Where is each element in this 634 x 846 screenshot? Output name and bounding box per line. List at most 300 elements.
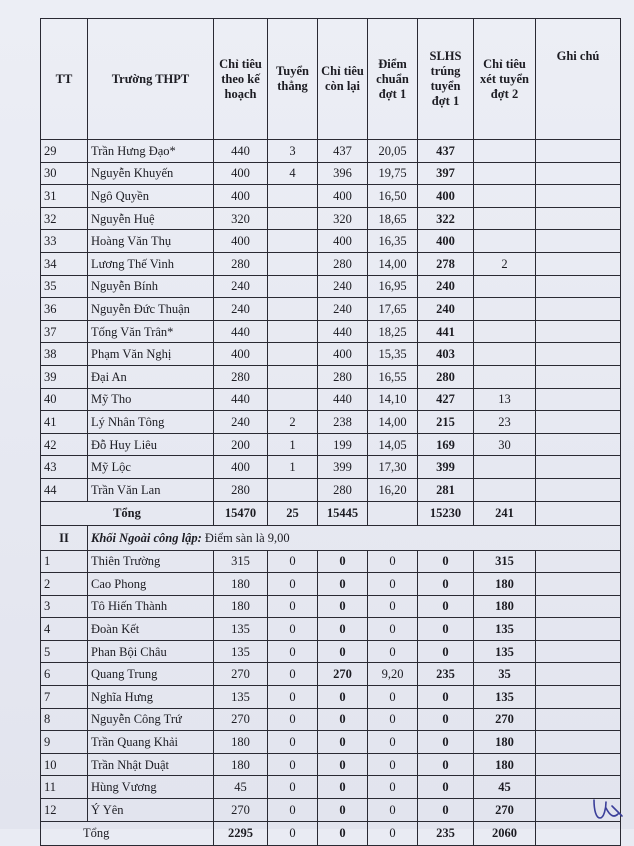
table-row: [41, 550, 621, 573]
remaining-quota-cell: 240: [318, 275, 368, 298]
row-number-cell: 35: [41, 275, 88, 298]
direct-admission-cell: [268, 185, 318, 208]
table-row: [41, 343, 621, 366]
note-cell: [536, 595, 621, 618]
plan-quota-cell: 400: [214, 456, 268, 479]
round2-quota-cell: 180: [474, 731, 536, 754]
row-number-cell: 3: [41, 595, 88, 618]
school-name-cell: Đoàn Kết: [88, 618, 214, 641]
admitted-count-cell: 281: [418, 478, 474, 501]
private-total-body: [41, 821, 621, 845]
plan-quota-cell: 180: [214, 731, 268, 754]
public-total-row: [41, 501, 621, 525]
row-number-cell: 33: [41, 230, 88, 253]
public-schools-body: [41, 140, 621, 502]
section-2-note: Điểm sàn là 9,00: [204, 530, 290, 545]
row-number-cell: 40: [41, 388, 88, 411]
row-number-cell: 31: [41, 185, 88, 208]
round2-quota-cell: 270: [474, 708, 536, 731]
note-cell: [536, 162, 621, 185]
admission-table: [40, 18, 621, 846]
school-name-cell: Nguyễn Đức Thuận: [88, 298, 214, 321]
table-row: [41, 708, 621, 731]
table-row: [41, 388, 621, 411]
row-number-cell: 6: [41, 663, 88, 686]
note-cell: [536, 640, 621, 663]
remaining-quota-cell: 0: [318, 573, 368, 596]
cutoff-score-cell: 20,05: [368, 140, 418, 163]
round2-quota-cell: 135: [474, 618, 536, 641]
round2-quota-cell: 135: [474, 640, 536, 663]
cutoff-score-cell: 0: [368, 776, 418, 799]
admitted-count-cell: 437: [418, 140, 474, 163]
row-number-cell: 39: [41, 365, 88, 388]
private-total-note: [536, 821, 621, 845]
row-number-cell: 4: [41, 618, 88, 641]
table-row: [41, 252, 621, 275]
section-2-row: [41, 525, 621, 550]
header-school: Trường THPT: [88, 19, 214, 140]
plan-quota-cell: 280: [214, 478, 268, 501]
direct-admission-cell: 0: [268, 618, 318, 641]
round2-quota-cell: [474, 275, 536, 298]
public-total-admitted: 15230: [418, 501, 474, 525]
remaining-quota-cell: 280: [318, 365, 368, 388]
note-cell: [536, 388, 621, 411]
remaining-quota-cell: 399: [318, 456, 368, 479]
direct-admission-cell: 1: [268, 456, 318, 479]
remaining-quota-cell: 396: [318, 162, 368, 185]
plan-quota-cell: 240: [214, 275, 268, 298]
round2-quota-cell: 35: [474, 663, 536, 686]
private-total-label: Tổng: [41, 821, 214, 845]
admitted-count-cell: 0: [418, 640, 474, 663]
row-number-cell: 38: [41, 343, 88, 366]
direct-admission-cell: [268, 275, 318, 298]
row-number-cell: 42: [41, 433, 88, 456]
public-total-body: [41, 501, 621, 550]
row-number-cell: 11: [41, 776, 88, 799]
round2-quota-cell: 180: [474, 573, 536, 596]
remaining-quota-cell: 0: [318, 799, 368, 822]
plan-quota-cell: 45: [214, 776, 268, 799]
cutoff-score-cell: 17,30: [368, 456, 418, 479]
table-row: [41, 799, 621, 822]
row-number-cell: 8: [41, 708, 88, 731]
section-2-title: Khối Ngoài công lập:: [91, 530, 202, 545]
public-total-remaining: 15445: [318, 501, 368, 525]
cutoff-score-cell: 16,50: [368, 185, 418, 208]
remaining-quota-cell: 0: [318, 640, 368, 663]
table-row: [41, 411, 621, 434]
school-name-cell: Nghĩa Hưng: [88, 686, 214, 709]
round2-quota-cell: [474, 456, 536, 479]
row-number-cell: 30: [41, 162, 88, 185]
note-cell: [536, 320, 621, 343]
school-name-cell: Trần Hưng Đạo*: [88, 140, 214, 163]
public-total-cutoff: [368, 501, 418, 525]
row-number-cell: 9: [41, 731, 88, 754]
cutoff-score-cell: 9,20: [368, 663, 418, 686]
round2-quota-cell: 135: [474, 686, 536, 709]
note-cell: [536, 365, 621, 388]
school-name-cell: Mỹ Tho: [88, 388, 214, 411]
section-2-number: II: [41, 525, 88, 550]
remaining-quota-cell: 400: [318, 230, 368, 253]
row-number-cell: 12: [41, 799, 88, 822]
school-name-cell: Tống Văn Trân*: [88, 320, 214, 343]
cutoff-score-cell: 0: [368, 595, 418, 618]
direct-admission-cell: 0: [268, 799, 318, 822]
remaining-quota-cell: 320: [318, 207, 368, 230]
school-name-cell: Nguyễn Khuyến: [88, 162, 214, 185]
cutoff-score-cell: 19,75: [368, 162, 418, 185]
public-total-direct: 25: [268, 501, 318, 525]
note-cell: [536, 478, 621, 501]
admitted-count-cell: 427: [418, 388, 474, 411]
table-row: [41, 686, 621, 709]
remaining-quota-cell: 280: [318, 478, 368, 501]
note-cell: [536, 411, 621, 434]
cutoff-score-cell: 0: [368, 753, 418, 776]
admitted-count-cell: 403: [418, 343, 474, 366]
cutoff-score-cell: 16,55: [368, 365, 418, 388]
table-row: [41, 433, 621, 456]
remaining-quota-cell: 0: [318, 618, 368, 641]
cutoff-score-cell: 14,00: [368, 252, 418, 275]
row-number-cell: 37: [41, 320, 88, 343]
cutoff-score-cell: 16,35: [368, 230, 418, 253]
header-direct: Tuyển thẳng: [268, 19, 318, 140]
table-row: [41, 275, 621, 298]
direct-admission-cell: 0: [268, 550, 318, 573]
admitted-count-cell: 0: [418, 618, 474, 641]
school-name-cell: Quang Trung: [88, 663, 214, 686]
remaining-quota-cell: 0: [318, 731, 368, 754]
round2-quota-cell: [474, 343, 536, 366]
row-number-cell: 41: [41, 411, 88, 434]
remaining-quota-cell: 240: [318, 298, 368, 321]
admitted-count-cell: 0: [418, 550, 474, 573]
direct-admission-cell: [268, 207, 318, 230]
row-number-cell: 5: [41, 640, 88, 663]
note-cell: [536, 663, 621, 686]
plan-quota-cell: 240: [214, 411, 268, 434]
admitted-count-cell: 280: [418, 365, 474, 388]
private-total-admitted: 235: [418, 821, 474, 845]
cutoff-score-cell: 14,10: [368, 388, 418, 411]
direct-admission-cell: 0: [268, 776, 318, 799]
round2-quota-cell: [474, 478, 536, 501]
row-number-cell: 43: [41, 456, 88, 479]
admitted-count-cell: 278: [418, 252, 474, 275]
private-total-direct: 0: [268, 821, 318, 845]
admitted-count-cell: 0: [418, 731, 474, 754]
public-total-label: Tổng: [41, 501, 214, 525]
table-row: [41, 162, 621, 185]
school-name-cell: Ngô Quyền: [88, 185, 214, 208]
plan-quota-cell: 315: [214, 550, 268, 573]
round2-quota-cell: 180: [474, 753, 536, 776]
plan-quota-cell: 270: [214, 663, 268, 686]
remaining-quota-cell: 0: [318, 595, 368, 618]
cutoff-score-cell: 0: [368, 618, 418, 641]
remaining-quota-cell: 199: [318, 433, 368, 456]
direct-admission-cell: 0: [268, 640, 318, 663]
remaining-quota-cell: 400: [318, 185, 368, 208]
row-number-cell: 34: [41, 252, 88, 275]
school-name-cell: Hoàng Văn Thụ: [88, 230, 214, 253]
admitted-count-cell: 0: [418, 686, 474, 709]
note-cell: [536, 550, 621, 573]
remaining-quota-cell: 0: [318, 776, 368, 799]
table-row: [41, 230, 621, 253]
remaining-quota-cell: 0: [318, 753, 368, 776]
school-name-cell: Nguyễn Bính: [88, 275, 214, 298]
public-total-round2: 241: [474, 501, 536, 525]
cutoff-score-cell: 17,65: [368, 298, 418, 321]
table-row: [41, 365, 621, 388]
plan-quota-cell: 400: [214, 185, 268, 208]
school-name-cell: Đỗ Huy Liêu: [88, 433, 214, 456]
remaining-quota-cell: 0: [318, 550, 368, 573]
note-cell: [536, 343, 621, 366]
school-name-cell: Trần Nhật Duật: [88, 753, 214, 776]
school-name-cell: Hùng Vương: [88, 776, 214, 799]
school-name-cell: Trần Quang Khải: [88, 731, 214, 754]
round2-quota-cell: [474, 230, 536, 253]
direct-admission-cell: [268, 252, 318, 275]
header-round2: Chỉ tiêu xét tuyển đợt 2: [474, 19, 536, 140]
row-number-cell: 29: [41, 140, 88, 163]
header-cutoff: Điểm chuẩn đợt 1: [368, 19, 418, 140]
cutoff-score-cell: 18,25: [368, 320, 418, 343]
cutoff-score-cell: 16,95: [368, 275, 418, 298]
admitted-count-cell: 240: [418, 298, 474, 321]
note-cell: [536, 456, 621, 479]
note-cell: [536, 618, 621, 641]
plan-quota-cell: 240: [214, 298, 268, 321]
school-name-cell: Trần Văn Lan: [88, 478, 214, 501]
admitted-count-cell: 322: [418, 207, 474, 230]
school-name-cell: Phan Bội Châu: [88, 640, 214, 663]
admitted-count-cell: 240: [418, 275, 474, 298]
round2-quota-cell: 315: [474, 550, 536, 573]
round2-quota-cell: [474, 298, 536, 321]
school-name-cell: Ý Yên: [88, 799, 214, 822]
note-cell: [536, 207, 621, 230]
round2-quota-cell: [474, 162, 536, 185]
row-number-cell: 2: [41, 573, 88, 596]
round2-quota-cell: [474, 207, 536, 230]
direct-admission-cell: 1: [268, 433, 318, 456]
row-number-cell: 1: [41, 550, 88, 573]
table-row: [41, 776, 621, 799]
remaining-quota-cell: 440: [318, 320, 368, 343]
plan-quota-cell: 400: [214, 162, 268, 185]
admitted-count-cell: 169: [418, 433, 474, 456]
admitted-count-cell: 0: [418, 753, 474, 776]
private-total-plan: 2295: [214, 821, 268, 845]
round2-quota-cell: [474, 140, 536, 163]
table-row: [41, 478, 621, 501]
header-note: Ghi chú: [536, 19, 621, 140]
private-total-remaining: 0: [318, 821, 368, 845]
plan-quota-cell: 270: [214, 708, 268, 731]
table-row: [41, 595, 621, 618]
plan-quota-cell: 180: [214, 595, 268, 618]
remaining-quota-cell: 0: [318, 708, 368, 731]
row-number-cell: 7: [41, 686, 88, 709]
remaining-quota-cell: 437: [318, 140, 368, 163]
school-name-cell: Nguyễn Huệ: [88, 207, 214, 230]
cutoff-score-cell: 14,05: [368, 433, 418, 456]
plan-quota-cell: 200: [214, 433, 268, 456]
cutoff-score-cell: 18,65: [368, 207, 418, 230]
direct-admission-cell: [268, 230, 318, 253]
plan-quota-cell: 180: [214, 753, 268, 776]
round2-quota-cell: 270: [474, 799, 536, 822]
direct-admission-cell: [268, 343, 318, 366]
direct-admission-cell: 0: [268, 753, 318, 776]
direct-admission-cell: 0: [268, 731, 318, 754]
remaining-quota-cell: 270: [318, 663, 368, 686]
round2-quota-cell: 180: [474, 595, 536, 618]
school-name-cell: Nguyễn Công Trứ: [88, 708, 214, 731]
note-cell: [536, 252, 621, 275]
admitted-count-cell: 0: [418, 595, 474, 618]
header-row: [41, 19, 621, 140]
note-cell: [536, 275, 621, 298]
admitted-count-cell: 0: [418, 573, 474, 596]
public-total-note: [536, 501, 621, 525]
admitted-count-cell: 0: [418, 776, 474, 799]
direct-admission-cell: 0: [268, 708, 318, 731]
admitted-count-cell: 400: [418, 185, 474, 208]
private-schools-body: [41, 550, 621, 821]
round2-quota-cell: 13: [474, 388, 536, 411]
note-cell: [536, 708, 621, 731]
plan-quota-cell: 440: [214, 140, 268, 163]
round2-quota-cell: 45: [474, 776, 536, 799]
direct-admission-cell: 0: [268, 686, 318, 709]
round2-quota-cell: [474, 320, 536, 343]
plan-quota-cell: 440: [214, 320, 268, 343]
note-cell: [536, 140, 621, 163]
admitted-count-cell: 0: [418, 799, 474, 822]
plan-quota-cell: 135: [214, 640, 268, 663]
round2-quota-cell: 2: [474, 252, 536, 275]
plan-quota-cell: 135: [214, 686, 268, 709]
table-row: [41, 320, 621, 343]
direct-admission-cell: [268, 388, 318, 411]
direct-admission-cell: 3: [268, 140, 318, 163]
table-row: [41, 753, 621, 776]
remaining-quota-cell: 280: [318, 252, 368, 275]
school-name-cell: Đại An: [88, 365, 214, 388]
table-row: [41, 731, 621, 754]
school-name-cell: Lương Thế Vinh: [88, 252, 214, 275]
header-remaining: Chỉ tiêu còn lại: [318, 19, 368, 140]
admitted-count-cell: 0: [418, 708, 474, 731]
plan-quota-cell: 135: [214, 618, 268, 641]
plan-quota-cell: 440: [214, 388, 268, 411]
school-name-cell: Lý Nhân Tông: [88, 411, 214, 434]
school-name-cell: Mỹ Lộc: [88, 456, 214, 479]
remaining-quota-cell: 400: [318, 343, 368, 366]
note-cell: [536, 298, 621, 321]
table-row: [41, 207, 621, 230]
table-row: [41, 573, 621, 596]
direct-admission-cell: 0: [268, 595, 318, 618]
table-row: [41, 140, 621, 163]
table-row: [41, 640, 621, 663]
header-admitted: SLHS trúng tuyển đợt 1: [418, 19, 474, 140]
row-number-cell: 32: [41, 207, 88, 230]
cutoff-score-cell: 0: [368, 640, 418, 663]
cutoff-score-cell: 15,35: [368, 343, 418, 366]
table-row: [41, 298, 621, 321]
plan-quota-cell: 270: [214, 799, 268, 822]
row-number-cell: 10: [41, 753, 88, 776]
direct-admission-cell: 2: [268, 411, 318, 434]
cutoff-score-cell: 0: [368, 550, 418, 573]
plan-quota-cell: 180: [214, 573, 268, 596]
cutoff-score-cell: 0: [368, 799, 418, 822]
public-total-plan: 15470: [214, 501, 268, 525]
note-cell: [536, 185, 621, 208]
direct-admission-cell: 0: [268, 663, 318, 686]
plan-quota-cell: 400: [214, 230, 268, 253]
direct-admission-cell: [268, 298, 318, 321]
table-row: [41, 185, 621, 208]
admitted-count-cell: 441: [418, 320, 474, 343]
note-cell: [536, 230, 621, 253]
plan-quota-cell: 280: [214, 365, 268, 388]
remaining-quota-cell: 238: [318, 411, 368, 434]
admitted-count-cell: 397: [418, 162, 474, 185]
school-name-cell: Thiên Trường: [88, 550, 214, 573]
header-plan: Chỉ tiêu theo kế hoạch: [214, 19, 268, 140]
cutoff-score-cell: 14,00: [368, 411, 418, 434]
header-tt: TT: [41, 19, 88, 140]
plan-quota-cell: 320: [214, 207, 268, 230]
handwritten-mark-icon: [588, 796, 628, 824]
direct-admission-cell: [268, 478, 318, 501]
private-total-round2: 2060: [474, 821, 536, 845]
private-total-row: [41, 821, 621, 845]
school-name-cell: Cao Phong: [88, 573, 214, 596]
remaining-quota-cell: 440: [318, 388, 368, 411]
admitted-count-cell: 399: [418, 456, 474, 479]
school-name-cell: Tô Hiến Thành: [88, 595, 214, 618]
table-row: [41, 618, 621, 641]
note-cell: [536, 433, 621, 456]
round2-quota-cell: [474, 185, 536, 208]
direct-admission-cell: 0: [268, 573, 318, 596]
note-cell: [536, 573, 621, 596]
cutoff-score-cell: 0: [368, 686, 418, 709]
section-2-heading: [88, 525, 621, 550]
round2-quota-cell: 23: [474, 411, 536, 434]
cutoff-score-cell: 0: [368, 731, 418, 754]
round2-quota-cell: [474, 365, 536, 388]
table-row: [41, 456, 621, 479]
remaining-quota-cell: 0: [318, 686, 368, 709]
admitted-count-cell: 235: [418, 663, 474, 686]
note-cell: [536, 686, 621, 709]
cutoff-score-cell: 0: [368, 573, 418, 596]
